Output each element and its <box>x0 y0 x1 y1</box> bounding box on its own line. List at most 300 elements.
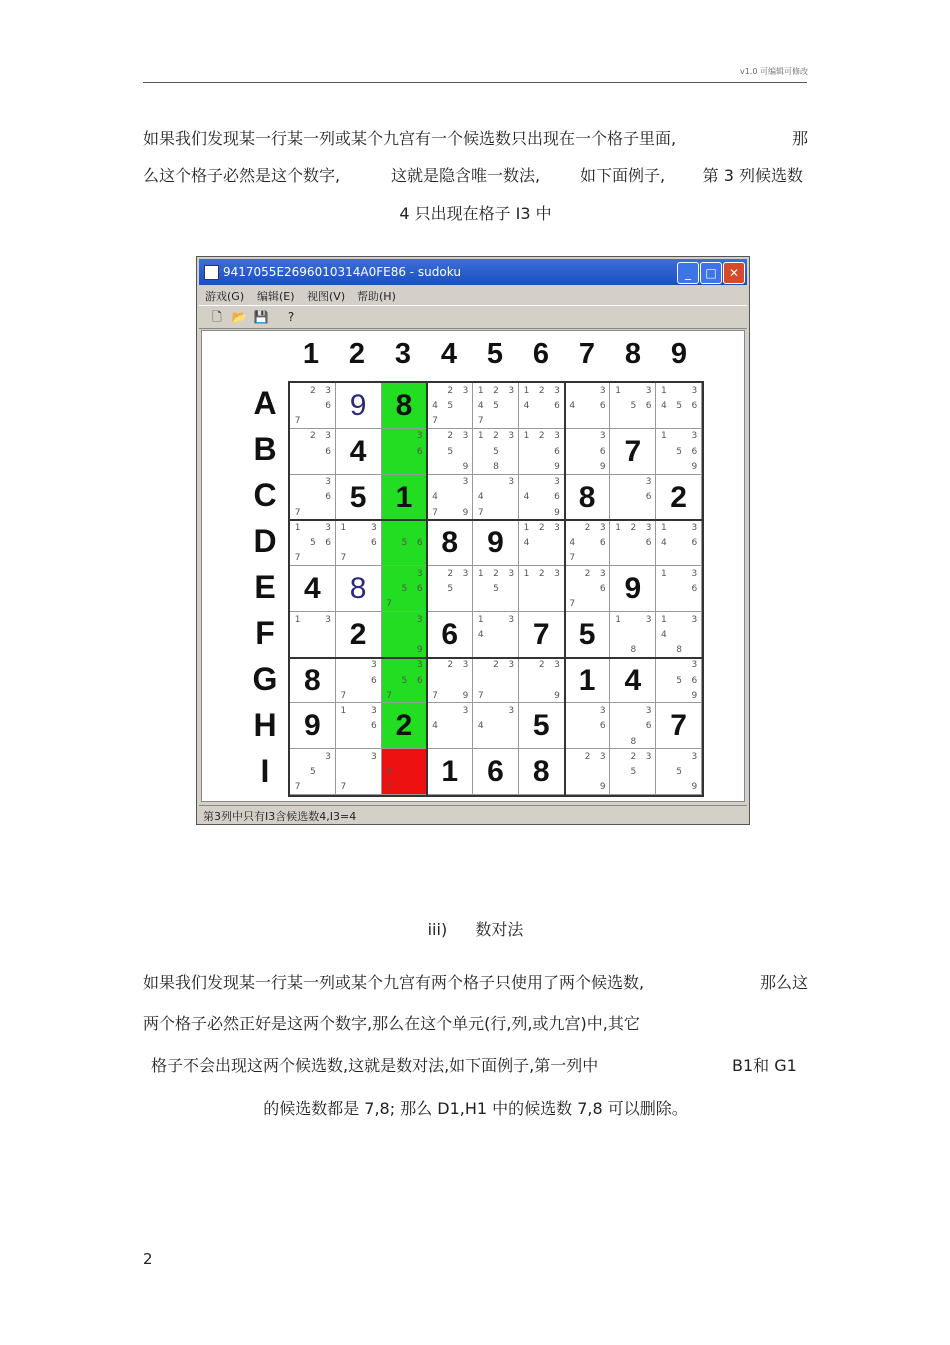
header-version: v1.0 可编辑可修改 <box>740 67 808 76</box>
candidate-digit: 3 <box>508 614 515 625</box>
candidate-digit: 1 <box>294 522 301 533</box>
sudoku-cell[interactable] <box>336 520 382 566</box>
intro-line-2-a: 么这个格子必然是这个数字, <box>143 166 341 185</box>
candidate-digit: 6 <box>691 675 698 686</box>
sudoku-cell[interactable] <box>656 429 702 475</box>
candidate-digit: 7 <box>340 690 347 701</box>
sudoku-cell[interactable] <box>382 703 428 749</box>
candidate-digit: 9 <box>462 507 469 518</box>
candidate-digit: 7 <box>569 599 576 610</box>
candidate-digit: 7 <box>569 553 576 564</box>
candidate-digit: 6 <box>599 446 606 457</box>
candidate-digit: 5 <box>447 446 454 457</box>
candidate-digit: 5 <box>676 675 682 686</box>
candidate-digit: 2 <box>538 660 545 671</box>
sudoku-cell[interactable] <box>473 612 519 658</box>
candidate-digit: 6 <box>325 538 331 549</box>
candidate-digit: 6 <box>599 400 606 411</box>
cell-value: 4 <box>624 663 642 697</box>
candidate-digit: 2 <box>447 431 454 442</box>
column-label: 1 <box>302 338 320 370</box>
candidate-digit: 2 <box>493 568 499 579</box>
cell-value: 1 <box>395 480 413 514</box>
sudoku-cell[interactable] <box>656 566 702 612</box>
sudoku-cell[interactable] <box>610 703 656 749</box>
cell-value: 2 <box>349 617 367 651</box>
candidate-digit: 9 <box>554 507 560 518</box>
candidate-digit: 2 <box>447 660 454 671</box>
row-label: F <box>255 615 275 651</box>
candidate-digit: 7 <box>477 507 484 518</box>
candidate-digit: 2 <box>493 431 499 442</box>
candidate-digit: 9 <box>462 461 469 472</box>
candidate-digit: 1 <box>660 431 667 442</box>
body-line-1 <box>143 970 808 993</box>
column-label: 9 <box>670 338 688 370</box>
row-label: A <box>253 385 277 421</box>
cell-value: 5 <box>532 709 550 743</box>
row-label: G <box>252 661 278 697</box>
status-text: 第3列中只有I3含候选数4,I3=4 <box>203 810 357 823</box>
candidate-digit: 3 <box>416 614 423 625</box>
help-icon[interactable]: ? <box>287 310 295 324</box>
candidate-digit: 2 <box>447 385 454 396</box>
toolbar <box>199 305 747 329</box>
row-label: I <box>260 753 270 789</box>
candidate-digit: 1 <box>523 431 530 442</box>
minimize-button[interactable]: _ <box>677 262 699 284</box>
sudoku-cell[interactable] <box>565 475 611 521</box>
sudoku-cell[interactable] <box>519 703 565 749</box>
column-label: 2 <box>348 338 366 370</box>
candidate-digit: 5 <box>447 583 454 594</box>
candidate-digit: 4 <box>477 721 484 732</box>
sudoku-cell[interactable] <box>610 520 656 566</box>
sudoku-cell[interactable] <box>290 703 336 749</box>
candidate-digit: 4 <box>660 629 667 640</box>
section-heading-text: 数对法 <box>475 920 524 939</box>
candidate-digit: 5 <box>676 446 682 457</box>
candidate-digit: 6 <box>645 492 652 503</box>
row-label: B <box>253 431 277 467</box>
row-label: D <box>253 523 277 559</box>
cell-value: 2 <box>395 709 413 743</box>
candidate-digit: 3 <box>508 568 515 579</box>
intro-line-1-a: 如果我们发现某一行某一列或某个九宫有一个候选数只出现在一个格子里面, <box>143 129 677 148</box>
cell-value: 2 <box>670 480 687 514</box>
sudoku-cell[interactable] <box>290 520 336 566</box>
cell-value: 1 <box>441 755 459 789</box>
sudoku-cell[interactable] <box>427 520 473 566</box>
candidate-digit: 3 <box>325 477 331 488</box>
candidate-digit: 3 <box>371 522 377 533</box>
candidate-digit: 9 <box>462 690 469 701</box>
sudoku-cell[interactable] <box>656 658 702 704</box>
sudoku-cell[interactable] <box>290 383 336 429</box>
sudoku-cell[interactable] <box>336 658 382 704</box>
sudoku-cell[interactable] <box>656 749 702 795</box>
candidate-digit: 3 <box>325 385 331 396</box>
save-icon[interactable]: 💾 <box>253 310 269 324</box>
candidate-digit: 8 <box>630 645 637 656</box>
sudoku-cell[interactable] <box>427 429 473 475</box>
candidate-digit: 6 <box>554 492 560 503</box>
candidate-digit: 4 <box>660 538 667 549</box>
sudoku-cell[interactable] <box>656 475 702 521</box>
body-line-4: 的候选数都是 7,8; 那么 D1,H1 中的候选数 7,8 可以删除。 <box>263 1099 688 1118</box>
sudoku-cell[interactable] <box>565 429 611 475</box>
sudoku-cell[interactable] <box>610 749 656 795</box>
sudoku-cell[interactable] <box>290 429 336 475</box>
box-divider-horizontal <box>290 657 702 659</box>
candidate-digit: 5 <box>676 400 682 411</box>
intro-line-3: 4 只出现在格子 I3 中 <box>399 204 552 223</box>
cell-value: 8 <box>304 663 321 697</box>
sudoku-cell[interactable] <box>610 475 656 521</box>
candidate-digit: 3 <box>645 751 652 762</box>
cell-value: 4 <box>349 434 367 468</box>
sudoku-cell[interactable] <box>427 566 473 612</box>
row-label: H <box>253 707 277 743</box>
sudoku-cell[interactable] <box>382 658 428 704</box>
candidate-digit: 1 <box>660 385 667 396</box>
candidate-digit: 3 <box>371 660 377 671</box>
candidate-digit: 9 <box>691 461 698 472</box>
app-icon <box>204 265 219 280</box>
intro-line-2-c: 如下面例子, <box>580 166 666 185</box>
cell-value: 7 <box>624 434 642 468</box>
candidate-digit: 3 <box>691 660 698 671</box>
candidate-digit: 8 <box>630 736 637 747</box>
candidate-digit: 5 <box>447 400 454 411</box>
candidate-digit: 4 <box>477 400 484 411</box>
cell-value: 9 <box>624 572 642 606</box>
sudoku-cell[interactable] <box>473 749 519 795</box>
cell-value: 8 <box>578 480 596 514</box>
candidate-digit: 6 <box>325 492 331 503</box>
candidate-digit: 1 <box>477 385 484 396</box>
maximize-button[interactable]: □ <box>700 262 722 284</box>
menu-view[interactable]: 视图(V) <box>307 290 346 303</box>
sudoku-cell[interactable] <box>336 612 382 658</box>
candidate-digit: 2 <box>584 568 591 579</box>
candidate-digit: 5 <box>676 767 682 778</box>
sudoku-cell[interactable] <box>382 429 428 475</box>
cell-value: 5 <box>578 617 596 651</box>
sudoku-cell[interactable] <box>519 475 565 521</box>
candidate-digit: 3 <box>462 660 469 671</box>
candidate-digit: 9 <box>554 690 560 701</box>
candidate-digit: 3 <box>508 706 515 717</box>
candidate-digit: 9 <box>691 690 698 701</box>
candidate-digit: 1 <box>660 522 667 533</box>
sudoku-cell[interactable] <box>473 383 519 429</box>
candidate-digit: 7 <box>340 553 347 564</box>
sudoku-cell[interactable] <box>336 475 382 521</box>
candidate-digit: 1 <box>523 385 530 396</box>
sudoku-cell[interactable] <box>473 703 519 749</box>
candidate-digit: 3 <box>462 568 469 579</box>
candidate-digit: 5 <box>493 446 499 457</box>
candidate-digit: 3 <box>645 614 652 625</box>
intro-line-2-d: 第 3 列候选数 <box>702 166 803 185</box>
candidate-digit: 6 <box>645 400 652 411</box>
candidate-digit: 3 <box>325 751 331 762</box>
column-label: 6 <box>532 338 550 370</box>
sudoku-cell[interactable] <box>473 658 519 704</box>
candidate-digit: 3 <box>645 522 652 533</box>
candidate-digit: 8 <box>676 645 682 656</box>
sudoku-cell[interactable] <box>519 612 565 658</box>
candidate-digit: 2 <box>447 568 454 579</box>
body-line-3 <box>151 1053 816 1076</box>
sudoku-cell[interactable] <box>290 475 336 521</box>
candidate-digit: 3 <box>508 385 515 396</box>
candidate-digit: 4 <box>569 400 576 411</box>
candidate-digit: 5 <box>310 538 316 549</box>
cell-value: 6 <box>487 755 504 789</box>
body-line-2: 两个格子必然正好是这两个数字,那么在这个单元(行,列,或九宫)中,其它 <box>143 1014 640 1033</box>
sudoku-cell[interactable] <box>610 383 656 429</box>
candidate-digit: 1 <box>615 522 621 533</box>
candidate-digit: 4 <box>477 492 484 503</box>
sudoku-cell[interactable] <box>427 383 473 429</box>
header-rule <box>143 82 807 83</box>
candidate-digit: 1 <box>340 706 347 717</box>
body-line-3-b: B1和 G1 <box>732 1056 797 1075</box>
sudoku-cell[interactable] <box>565 383 611 429</box>
cell-value: 4 <box>304 572 321 606</box>
candidate-digit: 4 <box>432 721 438 732</box>
menu-bar <box>199 286 747 304</box>
sudoku-cell[interactable] <box>290 749 336 795</box>
candidate-digit: 2 <box>493 385 499 396</box>
candidate-digit: 7 <box>386 782 393 793</box>
sudoku-cell[interactable] <box>656 520 702 566</box>
sudoku-cell[interactable] <box>290 612 336 658</box>
candidate-digit: 3 <box>691 522 698 533</box>
title-bar[interactable] <box>199 259 747 285</box>
candidate-digit: 7 <box>432 507 438 518</box>
sudoku-cell[interactable] <box>382 475 428 521</box>
intro-line-2-b: 这就是隐含唯一数法, <box>391 166 541 185</box>
sudoku-cell[interactable] <box>519 566 565 612</box>
sudoku-cell[interactable] <box>473 475 519 521</box>
candidate-digit: 6 <box>645 538 652 549</box>
candidate-digit: 3 <box>371 706 377 717</box>
candidate-digit: 3 <box>462 431 469 442</box>
body-line-1-a: 如果我们发现某一行某一列或某个九宫有两个格子只使用了两个候选数, <box>143 973 645 992</box>
candidate-digit: 3 <box>416 660 423 671</box>
candidate-digit: 3 <box>462 477 469 488</box>
candidate-digit: 6 <box>371 538 377 549</box>
cell-value: 7 <box>532 617 550 651</box>
candidate-digit: 1 <box>660 614 667 625</box>
sudoku-cell[interactable] <box>336 566 382 612</box>
candidate-digit: 3 <box>691 568 698 579</box>
cell-value: 9 <box>487 526 504 560</box>
candidate-digit: 3 <box>599 522 606 533</box>
candidate-digit: 3 <box>691 614 698 625</box>
candidate-digit: 5 <box>630 767 637 778</box>
sudoku-cell[interactable] <box>656 612 702 658</box>
cell-value: 9 <box>349 389 367 422</box>
body-line-3-a: 格子不会出现这两个候选数,这就是数对法,如下面例子,第一列中 <box>151 1056 599 1075</box>
cell-value: 8 <box>532 755 550 789</box>
sudoku-cell[interactable] <box>519 429 565 475</box>
candidate-digit: 2 <box>493 660 499 671</box>
candidate-digit: 3 <box>554 385 560 396</box>
column-label: 4 <box>440 338 458 370</box>
candidate-digit: 6 <box>416 675 423 686</box>
candidate-digit: 6 <box>691 446 698 457</box>
candidate-digit: 2 <box>538 431 545 442</box>
page-number: 2 <box>143 1250 153 1268</box>
sudoku-cell[interactable] <box>290 566 336 612</box>
candidate-digit: 7 <box>294 416 301 427</box>
sudoku-cell[interactable] <box>473 429 519 475</box>
candidate-digit: 7 <box>477 416 484 427</box>
sudoku-cell[interactable] <box>610 566 656 612</box>
candidate-digit: 7 <box>432 690 438 701</box>
sudoku-cell[interactable] <box>519 520 565 566</box>
column-label: 3 <box>394 338 412 370</box>
status-bar <box>199 805 747 823</box>
sudoku-cell[interactable] <box>427 658 473 704</box>
sudoku-cell[interactable] <box>656 383 702 429</box>
sudoku-cell[interactable] <box>565 703 611 749</box>
sudoku-cell[interactable] <box>565 566 611 612</box>
candidate-digit: 4 <box>660 400 667 411</box>
candidate-digit: 6 <box>554 400 560 411</box>
candidate-digit: 4 <box>523 492 530 503</box>
intro-line-1-b: 那 <box>791 129 808 148</box>
candidate-digit: 9 <box>599 782 606 793</box>
sudoku-cell[interactable] <box>610 658 656 704</box>
candidate-digit: 3 <box>599 431 606 442</box>
intro-line-2 <box>143 163 808 186</box>
candidate-digit: 7 <box>386 690 393 701</box>
candidate-digit: 9 <box>554 461 560 472</box>
sudoku-cell[interactable] <box>656 703 702 749</box>
sudoku-cell[interactable] <box>519 658 565 704</box>
candidate-digit: 1 <box>294 614 301 625</box>
candidate-digit: 1 <box>660 568 667 579</box>
candidate-digit: 3 <box>554 568 560 579</box>
sudoku-cell[interactable] <box>610 612 656 658</box>
candidate-digit: 6 <box>371 675 377 686</box>
candidate-digit: 2 <box>310 385 316 396</box>
sudoku-cell[interactable] <box>427 475 473 521</box>
sudoku-cell[interactable] <box>382 566 428 612</box>
cell-value: 8 <box>441 526 459 560</box>
menu-game[interactable]: 游戏(G) <box>205 290 245 303</box>
sudoku-cell[interactable] <box>290 658 336 704</box>
candidate-digit: 3 <box>645 706 652 717</box>
candidate-digit: 2 <box>584 522 591 533</box>
cell-value: 9 <box>304 709 321 743</box>
candidate-digit: 3 <box>554 660 560 671</box>
candidate-digit: 1 <box>340 522 347 533</box>
sudoku-cell[interactable] <box>336 749 382 795</box>
candidate-digit: 5 <box>401 675 408 686</box>
sudoku-cell[interactable] <box>565 612 611 658</box>
sudoku-cell[interactable] <box>610 429 656 475</box>
sudoku-cell[interactable] <box>427 703 473 749</box>
candidate-digit: 3 <box>462 385 469 396</box>
candidate-digit: 3 <box>645 477 652 488</box>
sudoku-cell[interactable] <box>519 749 565 795</box>
sudoku-cell[interactable] <box>427 612 473 658</box>
candidate-digit: 1 <box>477 431 484 442</box>
menu-edit[interactable]: 编辑(E) <box>257 290 295 303</box>
section-heading-number: iii) <box>427 920 448 939</box>
sudoku-cell[interactable] <box>473 566 519 612</box>
candidate-digit: 1 <box>615 614 621 625</box>
sudoku-cell[interactable] <box>565 749 611 795</box>
candidate-digit: 7 <box>386 599 393 610</box>
box-divider-vertical <box>426 383 428 795</box>
candidate-digit: 1 <box>523 568 530 579</box>
body-line-1-b: 那么这 <box>759 973 808 992</box>
sudoku-cell[interactable] <box>382 749 428 795</box>
close-button[interactable]: ✕ <box>723 262 745 284</box>
sudoku-cell[interactable] <box>519 383 565 429</box>
candidate-digit: 6 <box>691 583 698 594</box>
sudoku-cell[interactable] <box>336 703 382 749</box>
candidate-digit: 8 <box>493 461 499 472</box>
sudoku-cell[interactable] <box>427 749 473 795</box>
open-folder-icon[interactable]: 📂 <box>231 310 247 324</box>
candidate-digit: 6 <box>325 446 331 457</box>
candidate-digit: 4 <box>477 629 484 640</box>
sudoku-cell[interactable] <box>565 658 611 704</box>
candidate-digit: 2 <box>538 385 545 396</box>
sudoku-cell[interactable] <box>336 429 382 475</box>
candidate-digit: 3 <box>371 751 377 762</box>
candidate-digit: 4 <box>386 767 393 778</box>
candidate-digit: 6 <box>599 583 606 594</box>
candidate-digit: 7 <box>294 782 301 793</box>
candidate-digit: 6 <box>416 538 423 549</box>
window-title: 9417055E2696010314A0FE86 - sudoku <box>223 265 461 279</box>
cell-value: 1 <box>578 663 596 697</box>
sudoku-grid <box>288 381 704 797</box>
candidate-digit: 9 <box>416 645 423 656</box>
candidate-digit: 6 <box>645 721 652 732</box>
column-label: 5 <box>486 338 504 370</box>
sudoku-cell[interactable] <box>473 520 519 566</box>
cell-value: 7 <box>670 709 687 743</box>
candidate-digit: 6 <box>554 446 560 457</box>
candidate-digit: 1 <box>615 385 621 396</box>
sudoku-cell[interactable] <box>382 520 428 566</box>
candidate-digit: 3 <box>508 660 515 671</box>
sudoku-cell[interactable] <box>382 612 428 658</box>
new-file-icon[interactable]: 🗋 <box>212 310 222 324</box>
menu-help[interactable]: 帮助(H) <box>357 290 396 303</box>
candidate-digit: 5 <box>493 400 499 411</box>
intro-line-1 <box>143 126 808 149</box>
candidate-digit: 6 <box>691 538 698 549</box>
candidate-digit: 3 <box>691 385 698 396</box>
sudoku-cell[interactable] <box>565 520 611 566</box>
candidate-digit: 6 <box>416 446 423 457</box>
sudoku-cell[interactable] <box>336 383 382 429</box>
candidate-digit: 3 <box>691 431 698 442</box>
sudoku-cell[interactable] <box>382 383 428 429</box>
candidate-digit: 5 <box>401 583 408 594</box>
